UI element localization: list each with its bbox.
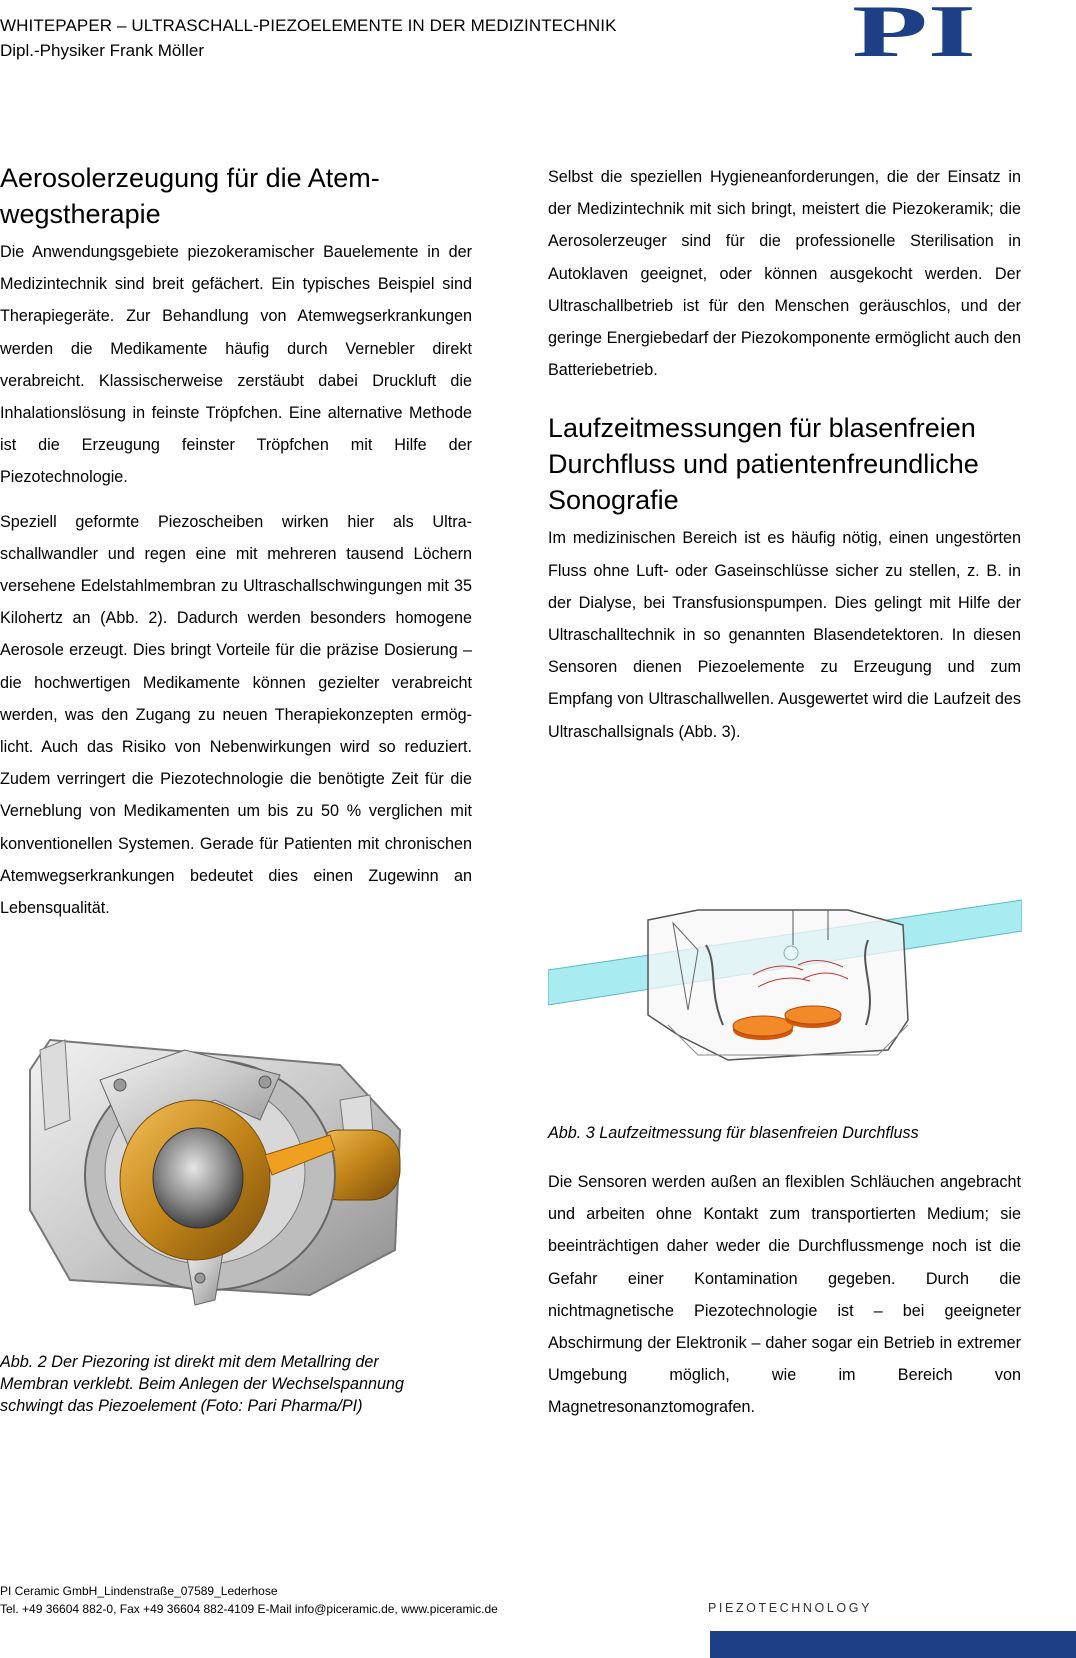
- left-paragraph-1: Die Anwendungsgebiete piezokeramischer Bauelemente in der Medizintechnik sind breit gefächert. Ein typisches Beispiel sind Therapiegeräte. Zur Behandlung von Atemwegserkrankungen werden die Medikamente häufig durch Vernebler direkt verabreicht. Klassischerweise zerstäubt dabei Druckluft die Inhalationslösung in feinste Tröpfchen. Eine alternative Methode ist die Erzeugung feinster Tröpfchen mit Hilfe der Piezotechnologie.: [0, 243, 472, 487]
- left-column: [0, 160, 472, 924]
- figure-2-nebulizer-image: [10, 1010, 430, 1310]
- right-heading-line2: Durchfluss und patientenfreundliche: [548, 449, 979, 480]
- right-bottom-text: [548, 1166, 1021, 1424]
- pi-logo-text: PI: [852, 0, 976, 62]
- right-column: [548, 161, 1021, 748]
- footer-brand: PIEZOTECHNOLOGY: [708, 1601, 873, 1615]
- left-paragraph-2: Speziell geformte Piezoscheiben wirken hier als Ultraschallwandler und regen eine mit mehreren tausend Löchern versehene Edelstahlmembran zu Ultraschallschwingungen mit 35 Kilohertz an (Abb. 2). Dadurch werden besonders homogene Aerosole erzeugt. Dies bringt Vorteile für die präzise Dosierung – die hochwertigen Medikamente können gezielter verabreicht werden, was den Zugang zu neuen Therapiekonzepten ermöglicht. Auch das Risiko von Nebenwirkungen wird so reduziert. Zudem verringert die Piezotechnologie die benötigte Zeit für die Verneblung von Medikamenten um bis zu 50 % verglichen mit konventionellen Systemen. Gerade für Patienten mit chronischen Atemwegserkrankungen bedeutet dies einen Zugewinn an Lebensqualität.: [0, 512, 472, 918]
- header-author: Dipl.-Physiker Frank Möller: [0, 41, 205, 60]
- figure-2-caption-line1: Abb. 2 Der Piezoring ist direkt mit dem Metallring der: [0, 1353, 379, 1371]
- left-heading-line2: wegstherapie: [0, 199, 161, 229]
- header-title: WHITEPAPER – ULTRASCHALL-PIEZOELEMENTE IN DER MEDIZINTECHNIK: [0, 16, 617, 35]
- right-paragraph-3: Die Sensoren werden außen an flexiblen Schläuchen angebracht und arbeiten ohne Kontakt zum transportierten Medium; sie beeinträchtigen daher weder die Durchflussmenge noch ist die Gefahr einer Kontamination gegeben. Durch die nichtmagnetische Piezotechnologie ist – bei geeigneter Abschirmung der Elektronik – daher sogar ein Betrieb in extremer Umgebung möglich, wie im Bereich von Magnetresonanztomografen.: [548, 1173, 1021, 1417]
- figure-2-caption: [0, 1351, 480, 1417]
- figure-3-caption: Abb. 3 Laufzeitmessung für blasenfreien Durchfluss: [548, 1124, 919, 1142]
- left-heading: [0, 160, 472, 232]
- left-heading-line1: Aerosolerzeugung für die Atem-: [0, 163, 380, 193]
- right-heading-line3: Sonografie: [548, 485, 679, 516]
- footer-brand-bar: [710, 1631, 1076, 1658]
- right-paragraph-2: Im medizinischen Bereich ist es häufig nötig, einen ungestörten Fluss ohne Luft- oder Gaseinschlüsse sicher zu stellen, z. B. in der Dialyse, bei Transfusionspumpen. Dies gelingt mit Hilfe der Ultraschalltechnik in so genannten Blasendetektoren. In diesen Sensoren dienen Piezoelemente zu Erzeugung und zum Empfang von Ultraschallwellen. Ausgewertet wird die Laufzeit des Ultraschallsignals (Abb. 3).: [548, 529, 1021, 741]
- footer-address: PI Ceramic GmbH_Lindenstraße_07589_Lederhose: [0, 1584, 278, 1598]
- figure-2-caption-line2: Membran verklebt. Beim Anlegen der Wechselspannung: [0, 1375, 405, 1393]
- figure-3-bubble-detector-image: [548, 895, 1022, 1090]
- figure-2-caption-line3: schwingt das Piezoelement (Foto: Pari Pharma/PI): [0, 1397, 363, 1415]
- right-paragraph-1: Selbst die speziellen Hygieneanforderungen, die der Einsatz in der Medizintechnik mit sich bringt, meistert die Piezokeramik; die Aerosolerzeuger sind für die professionelle Sterilisation in Autoklaven geeignet, oder können ausgekocht werden. Der Ultraschallbetrieb ist für den Menschen geräuschlos, und der geringe Energiebedarf der Piezokomponente ermöglicht auch den Batteriebetrieb.: [548, 168, 1021, 380]
- right-heading-line1: Laufzeitmessungen für blasenfreien: [548, 413, 976, 444]
- footer-contact: Tel. +49 36604 882-0, Fax +49 36604 882-4109 E-Mail info@piceramic.de, www.piceramic.de: [0, 1602, 498, 1616]
- right-heading: [548, 410, 1021, 518]
- pi-logo: [852, 0, 980, 62]
